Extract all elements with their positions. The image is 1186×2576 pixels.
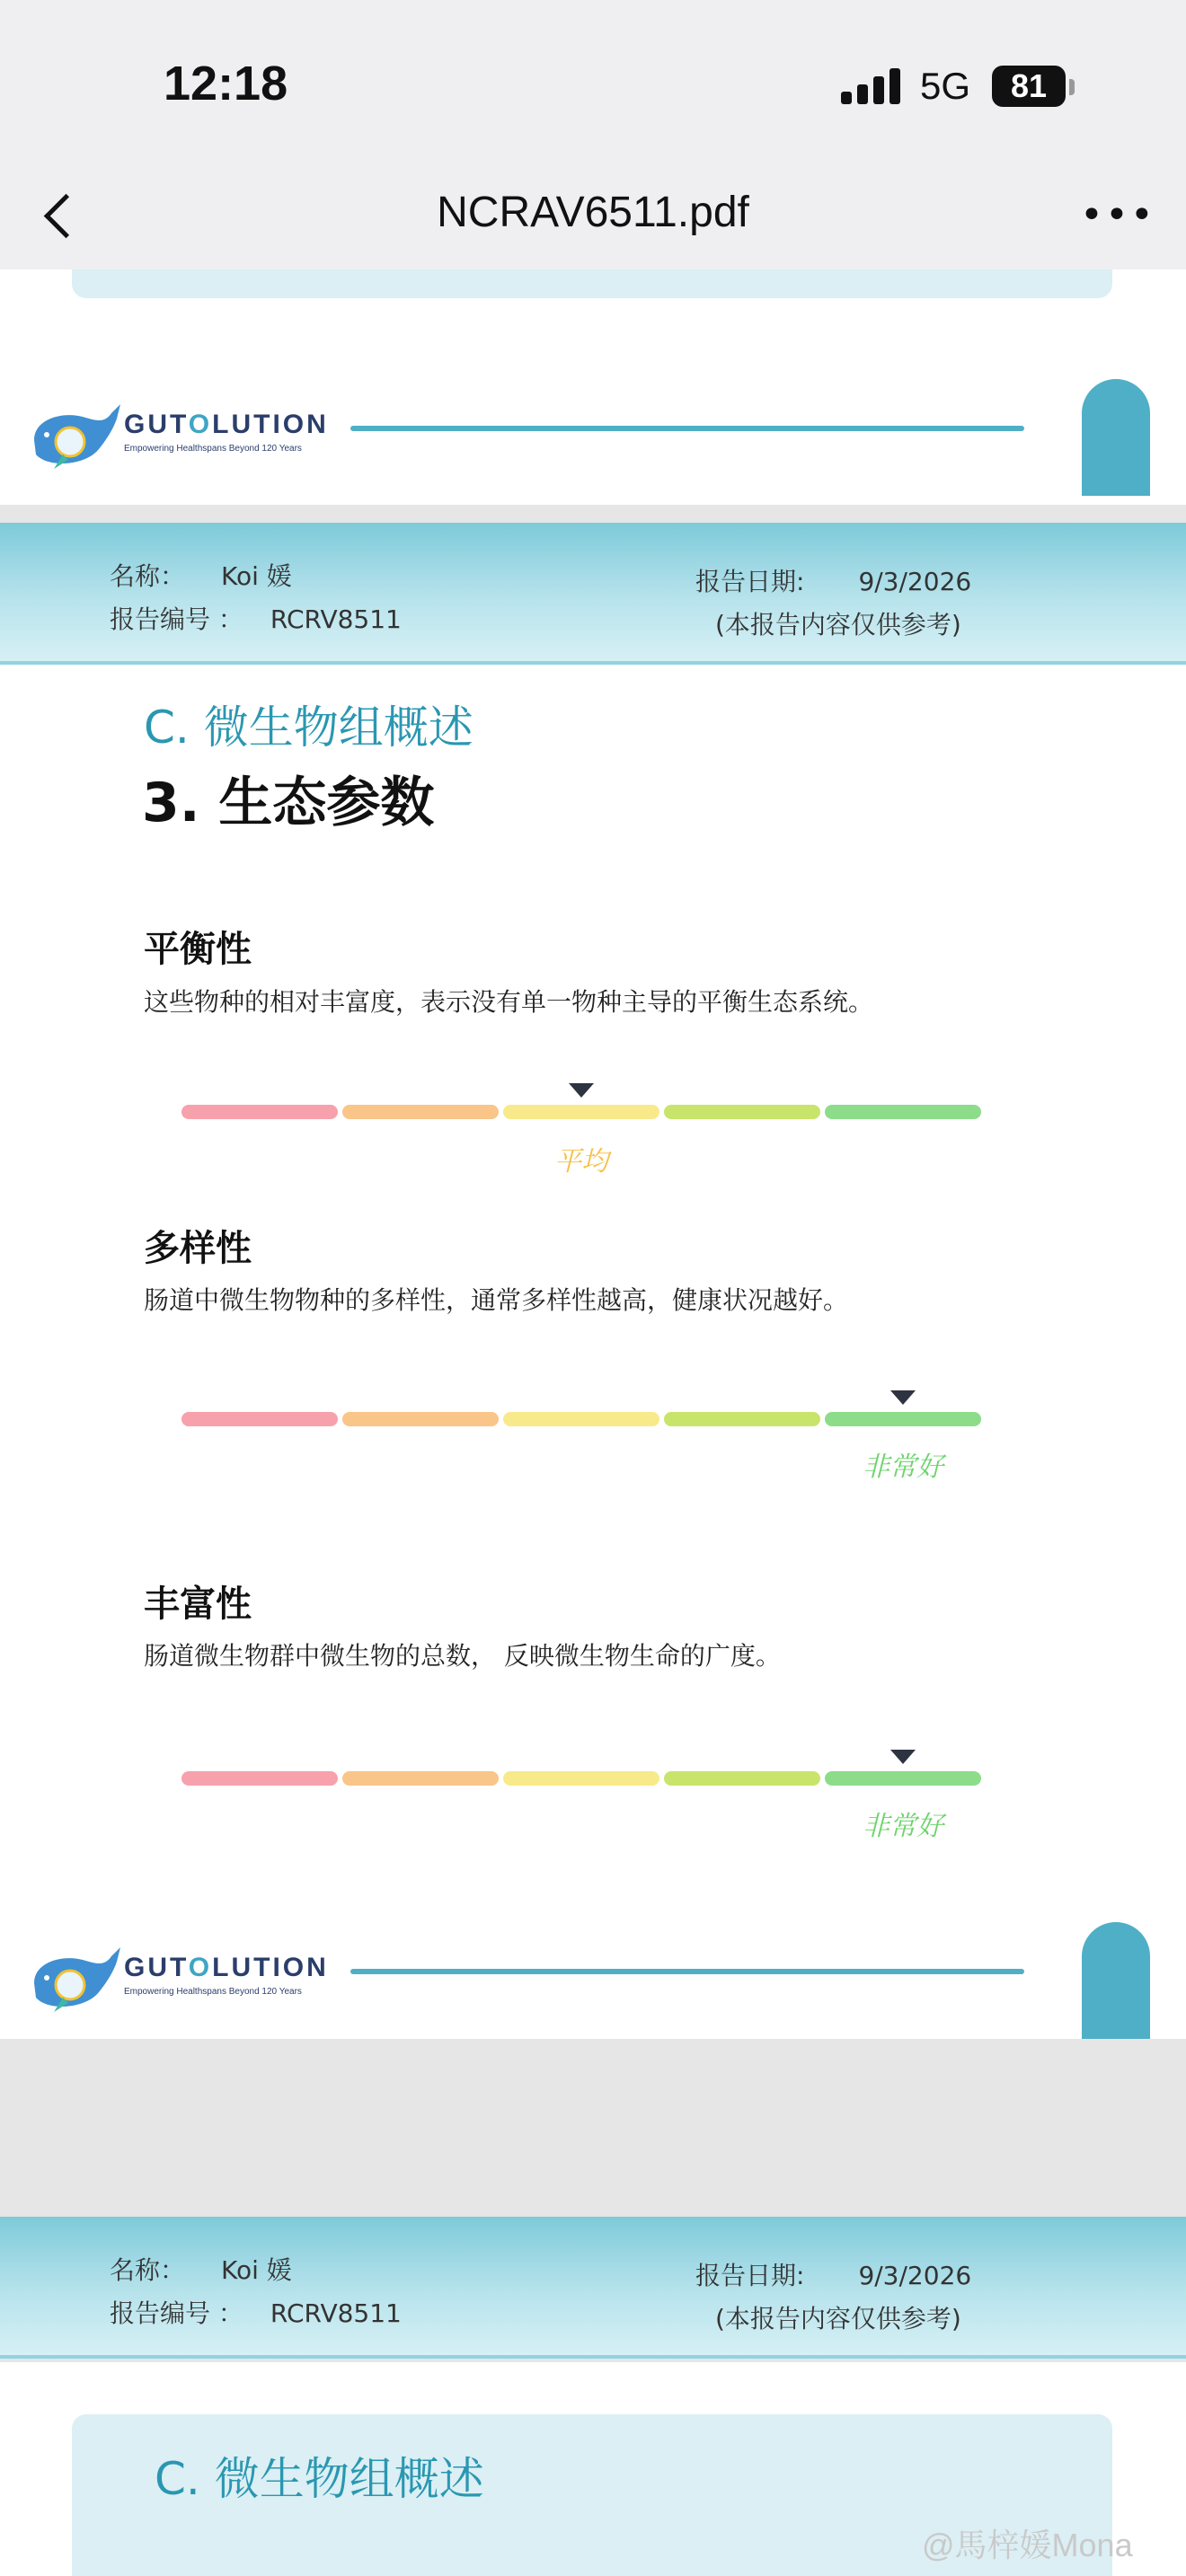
scale-segment [503,1105,659,1119]
scale-segment [664,1105,820,1119]
section-label: C. 微生物组概述 [155,2453,484,2505]
rating-scale-balance [181,1105,983,1119]
whale-logo-icon [27,397,126,474]
scale-segment [181,1412,338,1426]
level-marker-icon [569,1083,594,1098]
disclaimer: (本报告内容仅供参考) [715,2304,961,2333]
metric-title-richness: 丰富性 [144,1584,252,1625]
level-marker-icon [890,1390,916,1405]
metric-title-balance: 平衡性 [144,929,252,970]
scale-segment [664,1412,820,1426]
network-type: 5G [920,65,971,107]
more-options-button[interactable]: ••• [1080,192,1155,238]
report-date-row: 报告日期: 9/3/2026 [695,2261,972,2290]
name-row: 名称： Koi 媛 [110,561,292,591]
page-footer [0,379,1186,496]
nav-bar [0,166,1186,269]
scale-segment [342,1412,499,1426]
report-header [0,2217,1186,2359]
scale-segment [503,1771,659,1786]
report-date-row: 报告日期: 9/3/2026 [695,567,972,596]
document-title: NCRAV6511.pdf [437,189,749,236]
content-panel [72,269,1112,298]
metric-description-richness: 肠道微生物群中微生物的总数， 反映微生物生命的广度。 [144,1641,781,1671]
scale-segment [825,1771,981,1786]
metric-description-balance: 这些物种的相对丰富度，表示没有单一物种主导的平衡生态系统。 [144,987,874,1017]
footer-tab [1082,379,1150,496]
page-footer [0,1922,1186,2039]
brand-tagline: Empowering Healthspans Beyond 120 Years [124,1987,302,1997]
brand-name: GUTOLUTION [124,1953,329,1982]
rating-scale-diversity [181,1412,983,1426]
scale-segment [503,1412,659,1426]
rating-label-diversity: 非常好 [863,1451,943,1483]
rating-scale-richness [181,1771,983,1786]
brand-tagline: Empowering Healthspans Beyond 120 Years [124,444,302,454]
scale-segment [342,1105,499,1119]
footer-rule [350,426,1024,431]
report-number-row: 报告编号 ： RCRV8511 [110,2298,402,2328]
section-label: C. 微生物组概述 [144,701,474,754]
metric-title-diversity: 多样性 [144,1228,252,1269]
rating-label-richness: 非常好 [863,1811,943,1842]
section-title: 3. 生态参数 [142,772,435,834]
battery-tip [1069,79,1075,95]
disclaimer: (本报告内容仅供参考) [715,610,961,640]
scale-segment [664,1771,820,1786]
report-number-row: 报告编号 ： RCRV8511 [110,604,402,634]
scale-segment [825,1105,981,1119]
name-row: 名称： Koi 媛 [110,2255,292,2285]
scale-segment [181,1105,338,1119]
clock: 12:18 [164,57,288,110]
whale-logo-icon [27,1940,126,2017]
pdf-page-1 [0,269,1186,505]
report-header [0,523,1186,665]
brand-name: GUTOLUTION [124,410,329,439]
scale-segment [825,1412,981,1426]
level-marker-icon [890,1750,916,1764]
battery-icon: 81 [992,66,1066,107]
scale-segment [181,1771,338,1786]
pdf-page-2 [0,665,1186,2039]
metric-description-diversity: 肠道中微生物物种的多样性，通常多样性越高，健康状况越好。 [144,1285,849,1315]
status-bar [0,0,1186,166]
rating-label-balance: 平均 [554,1146,608,1178]
footer-rule [350,1969,1024,1974]
signal-icon [841,66,902,104]
footer-tab [1082,1922,1150,2039]
scale-segment [342,1771,499,1786]
watermark: @馬梓媛Mona [922,2527,1133,2563]
